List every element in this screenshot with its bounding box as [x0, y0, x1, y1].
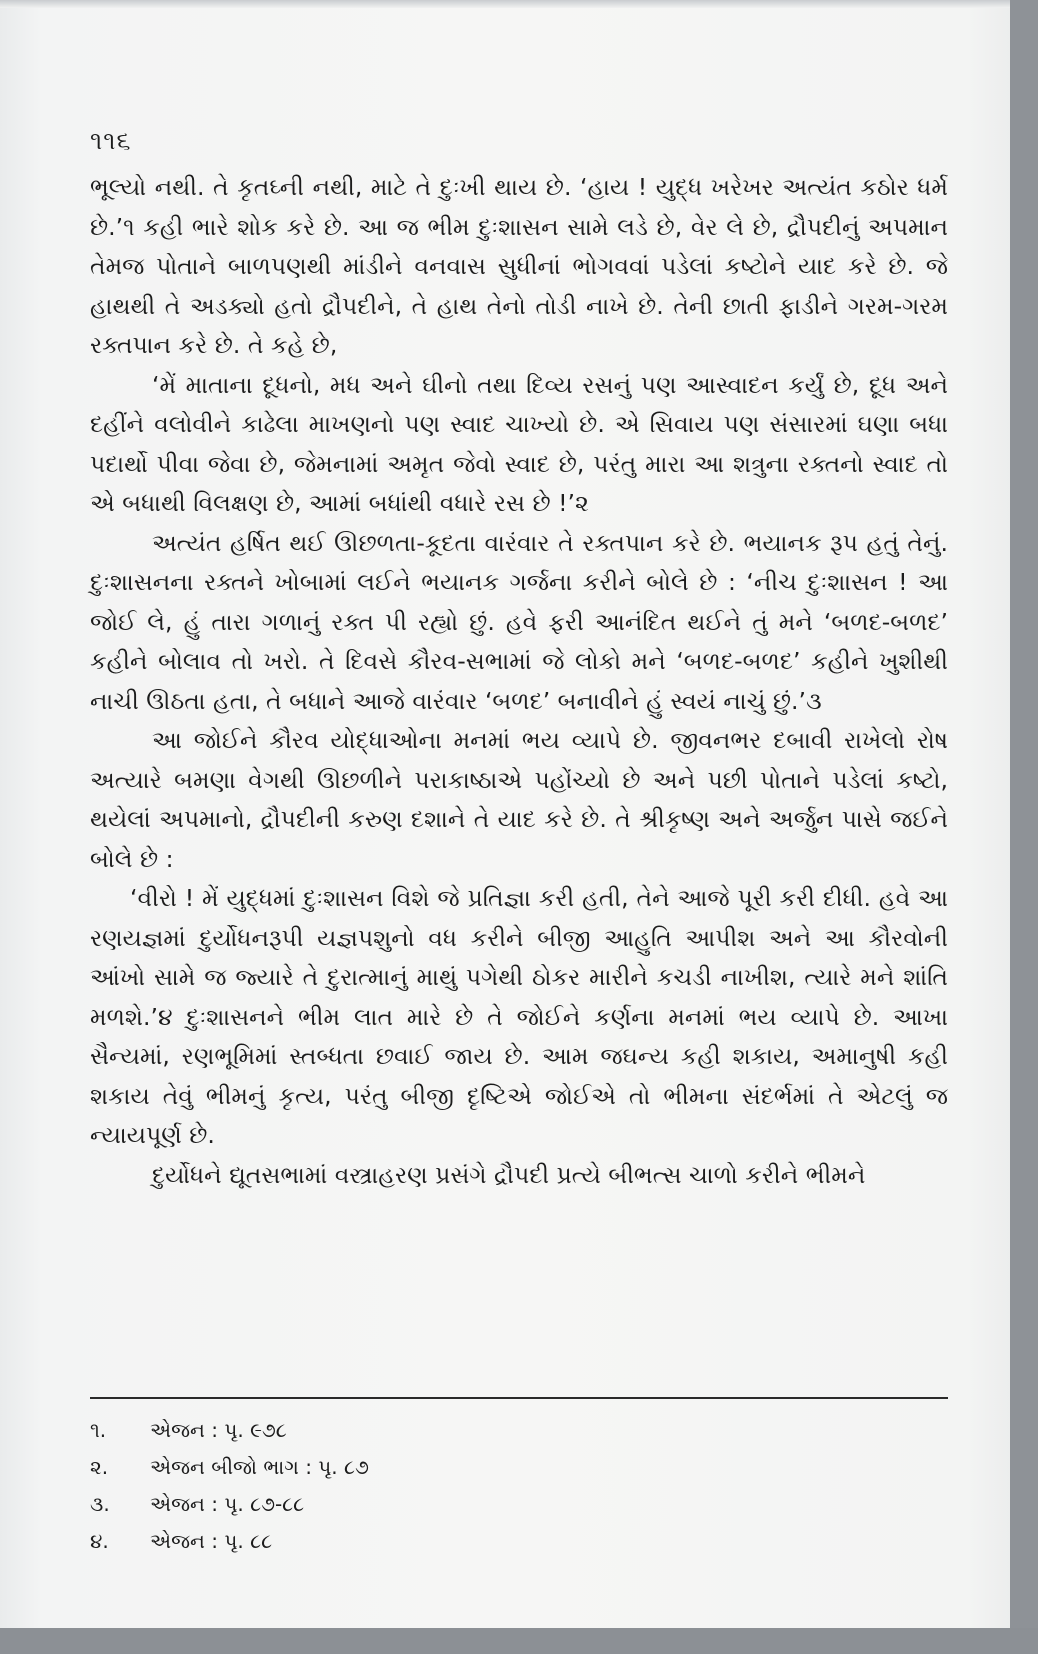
footnote-text: એજન : પૃ. ૯૭૮ [150, 1418, 287, 1442]
paragraph-6: દુર્યોધને દ્યૂતસભામાં વસ્ત્રાહરણ પ્રસંગે દ્રૌપદી પ્રત્યે બીભત્સ ચાળો કરીને ભીમને [152, 1160, 866, 1189]
footnotes [90, 1412, 948, 1560]
footnote-4 [90, 1523, 948, 1560]
paragraph-2: ‘મેં માતાના દૂધનો, મધ અને ઘીનો તથા દિવ્ય રસનું પણ આસ્વાદન કર્યું છે, દૂધ અને દહીંને વલોવીને કાઢેલા માખણનો પણ સ્વાદ ચાખ્યો છે. એ સિવાય પણ સંસારમાં ઘણા બધા પદાર્થો પીવા જેવા છે, જેમનામાં અમૃત જેવો સ્વાદ છે, પરંતુ મારા આ શત્રુના રક્તનો સ્વાદ તો એ બધાથી વિલક્ષણ છે, આમાં બધાંથી વધારે રસ છે !’૨ [90, 370, 948, 517]
footnote-divider [90, 1397, 948, 1399]
scan-background-right [1010, 0, 1038, 1654]
footnote-number: ૧. [90, 1418, 107, 1442]
paragraph-1: ભૂલ્યો નથી. તે કૃતઘ્ની નથી, માટે તે દુઃખી થાય છે. ‘હાય ! યુદ્ધ ખરેખર અત્યંત કઠોર ધર્મ છે.’૧ કહી ભારે શોક કરે છે. આ જ ભીમ દુઃશાસન સામે લડે છે, વેર લે છે, દ્રૌપદીનું અપમાન તેમજ પોતાને બાળપણથી માંડીને વનવાસ સુધીનાં ભોગવવાં પડેલાં કષ્ટોને યાદ કરે છે. જે હાથથી તે અડક્યો હતો દ્રૌપદીને, તે હાથ તેનો તોડી નાખે છે. તેની છાતી ફાડીને ગરમ-ગરમ રક્તપાન કરે છે. તે કહે છે, [90, 173, 948, 359]
paragraph-5: ‘વીરો ! મેં યુદ્ધમાં દુઃશાસન વિશે જે પ્રતિજ્ઞા કરી હતી, તેને આજે પૂરી કરી દીધી. હવે આ રણયજ્ઞમાં દુર્યોધનરૂપી યજ્ઞપશુનો વધ કરીને બીજી આહુતિ આપીશ અને આ કૌરવોની આંખો સામે જ જ્યારે તે દુરાત્માનું માથું પગેથી ઠોકર મારીને કચડી નાખીશ, ત્યારે મને શાંતિ મળશે.’૪ દુઃશાસનને ભીમ લાત મારે છે તે જોઈને કર્ણના મનમાં ભય વ્યાપે છે. આખા સૈન્યમાં, રણભૂમિમાં સ્તબ્ધતા છવાઈ જાય છે. આમ જઘન્ય કહી શકાય, અમાનુષી કહી શકાય તેવું ભીમનું કૃત્ય, પરંતુ બીજી દૃષ્ટિએ જોઈએ તો ભીમના સંદર્ભમાં તે એટલું જ ન્યાયપૂર્ણ છે. [90, 884, 948, 1149]
footnote-number: ૩. [90, 1492, 110, 1516]
footnote-2 [90, 1449, 948, 1486]
footnote-number: ૨. [90, 1455, 109, 1479]
paragraph-3: અત્યંત હર્ષિત થઈ ઊછળતા-કૂદતા વારંવાર તે રક્તપાન કરે છે. ભયાનક રૂપ હતું તેનું. દુઃશાસનના રક્તને ખોબામાં લઈને ભયાનક ગર્જના કરીને બોલે છે : ‘નીચ દુઃશાસન ! આ જોઈ લે, હું તારા ગળાનું રક્ત પી રહ્યો છું. હવે ફરી આનંદિત થઈને તું મને ‘બળદ-બળદ’ કહીને બોલાવ તો ખરો. તે દિવસે કૌરવ-સભામાં જે લોકો મને ‘બળદ-બળદ’ કહીને ખુશીથી નાચી ઊઠતા હતા, તે બધાને આજે વારંવાર ‘બળદ’ બનાવીને હું સ્વયં નાચું છું.’૩ [90, 528, 948, 715]
footnote-number: ૪. [90, 1529, 109, 1553]
footnote-text: એજન : પૃ. ૮૭-૮૮ [150, 1492, 305, 1516]
footnote-1 [90, 1412, 948, 1449]
paragraph-4: આ જોઈને કૌરવ યોદ્ધાઓના મનમાં ભય વ્યાપે છે. જીવનભર દબાવી રાખેલો રોષ અત્યારે બમણા વેગથી ઊછળીને પરાકાષ્ઠાએ પહોંચ્યો છે અને પછી પોતાને પડેલાં કષ્ટો, થયેલાં અપમાનો, દ્રૌપદીની કરુણ દશાને તે યાદ કરે છે. તે શ્રીકૃષ્ણ અને અર્જુન પાસે જઈને બોલે છે : [90, 726, 948, 873]
page-top-edge [0, 0, 1010, 8]
footnote-text: એજન : પૃ. ૮૮ [150, 1529, 273, 1553]
page-number: ૧૧૬ [90, 126, 132, 155]
body-text [90, 168, 948, 1195]
footnote-text: એજન બીજો ભાગ : પૃ. ૮૭ [150, 1455, 369, 1479]
footnote-3 [90, 1486, 948, 1523]
scan-background-bottom [0, 1628, 1038, 1654]
